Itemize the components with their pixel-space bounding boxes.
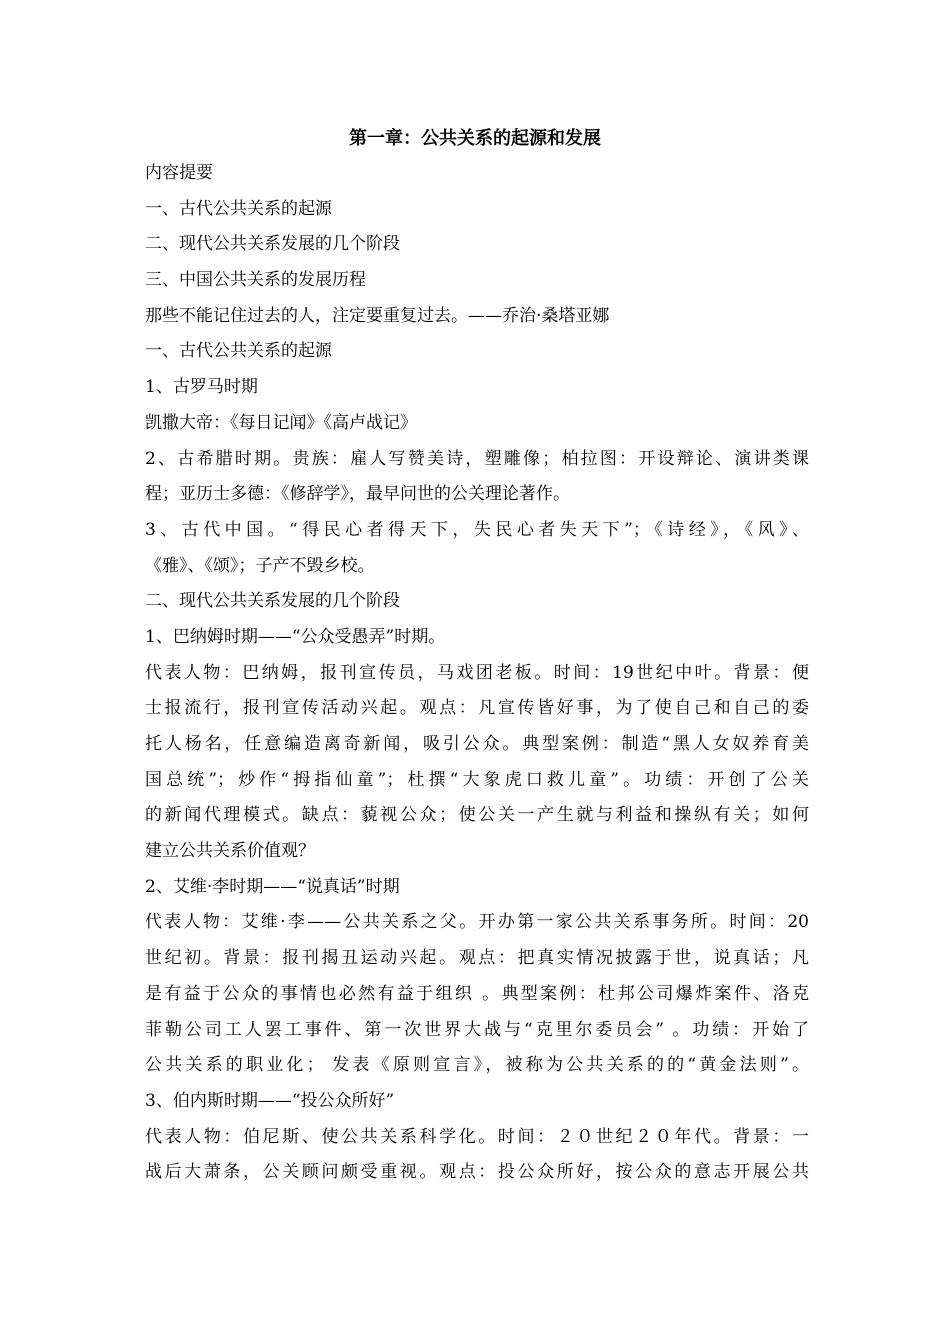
document-body	[145, 156, 809, 1191]
text-line: 三、中国公共关系的发展历程	[145, 270, 366, 291]
text-line: 菲勒公司工人罢工事件、第一次世界大战与“克里尔委员会” 。功绩：开始了	[145, 1019, 809, 1040]
text-line: 国总统”；炒作“拇指仙童”；杜撰“大象虎口救儿童”。功绩：开创了公关	[145, 769, 809, 790]
text-line: 1、古罗马时期	[145, 377, 258, 398]
text-line: 代表人物：巴纳姆，报刊宣传员，马戏团老板。时间：19世纪中叶。背景：便	[145, 662, 809, 683]
text-line: 二、现代公共关系发展的几个阶段	[145, 591, 400, 612]
text-line: 程；亚历士多德：《修辞学》，最早问世的公关理论著作。	[145, 484, 570, 505]
chapter-title: 第一章：公共关系的起源和发展	[349, 128, 601, 149]
text-line: 3、古代中国。“得民心者得天下，失民心者失天下”；《诗经》，《风》、	[145, 519, 809, 540]
text-line: 《雅》、《颂》；子产不毁乡校。	[145, 555, 375, 576]
text-line: 凯撒大帝：《每日记闻》《高卢战记》	[145, 412, 417, 433]
text-line: 1、巴纳姆时期——“公众受愚弄”时期。	[145, 626, 446, 647]
text-line: 那些不能记住过去的人，注定要重复过去。——乔治·桑塔亚娜	[145, 305, 610, 326]
text-line: 内容提要	[145, 163, 213, 183]
text-line: 托人杨名，任意编造离奇新闻，吸引公众。典型案例：制造“黑人女奴养育美	[145, 734, 809, 754]
text-line: 是有益于公众的事情也必然有益于组织 。典型案例：杜邦公司爆炸案件、洛克	[145, 983, 809, 1004]
text-line: 战后大萧条，公关顾问颇受重视。观点：投公众所好，按公众的意志开展公共	[145, 1162, 809, 1183]
text-line: 3、伯内斯时期——“投公众所好”	[145, 1090, 395, 1111]
text-line: 的新闻代理模式。缺点：藐视公众；使公关一产生就与利益和操纵有关；如何	[145, 805, 809, 826]
text-line: 一、古代公共关系的起源	[145, 198, 332, 219]
text-line: 世纪初。背景：报刊揭丑运动兴起。观点：把真实情况披露于世，说真话；凡	[145, 948, 809, 969]
text-line: 代表人物：艾维·李——公共关系之父。开办第一家公共关系事务所。时间：20	[145, 912, 809, 933]
text-line: 代表人物：伯尼斯、使公共关系科学化。时间：２０世纪２０年代。背景：一	[145, 1126, 809, 1147]
text-line: 2、艾维·李时期——“说真话”时期	[145, 876, 400, 897]
text-line: 士报流行，报刊宣传活动兴起。观点：凡宣传皆好事，为了使自己和自己的委	[145, 698, 809, 719]
text-line: 建立公共关系价值观？	[145, 841, 315, 862]
text-line: 公共关系的职业化； 发表《原则宣言》，被称为公共关系的的“黄金法则”。	[145, 1055, 809, 1076]
text-line: 二、现代公共关系发展的几个阶段	[145, 234, 400, 255]
text-line: 一、古代公共关系的起源	[145, 341, 332, 362]
text-line: 2、古希腊时期。贵族：雇人写赞美诗，塑雕像；柏拉图：开设辩论、演讲类课	[145, 448, 809, 469]
